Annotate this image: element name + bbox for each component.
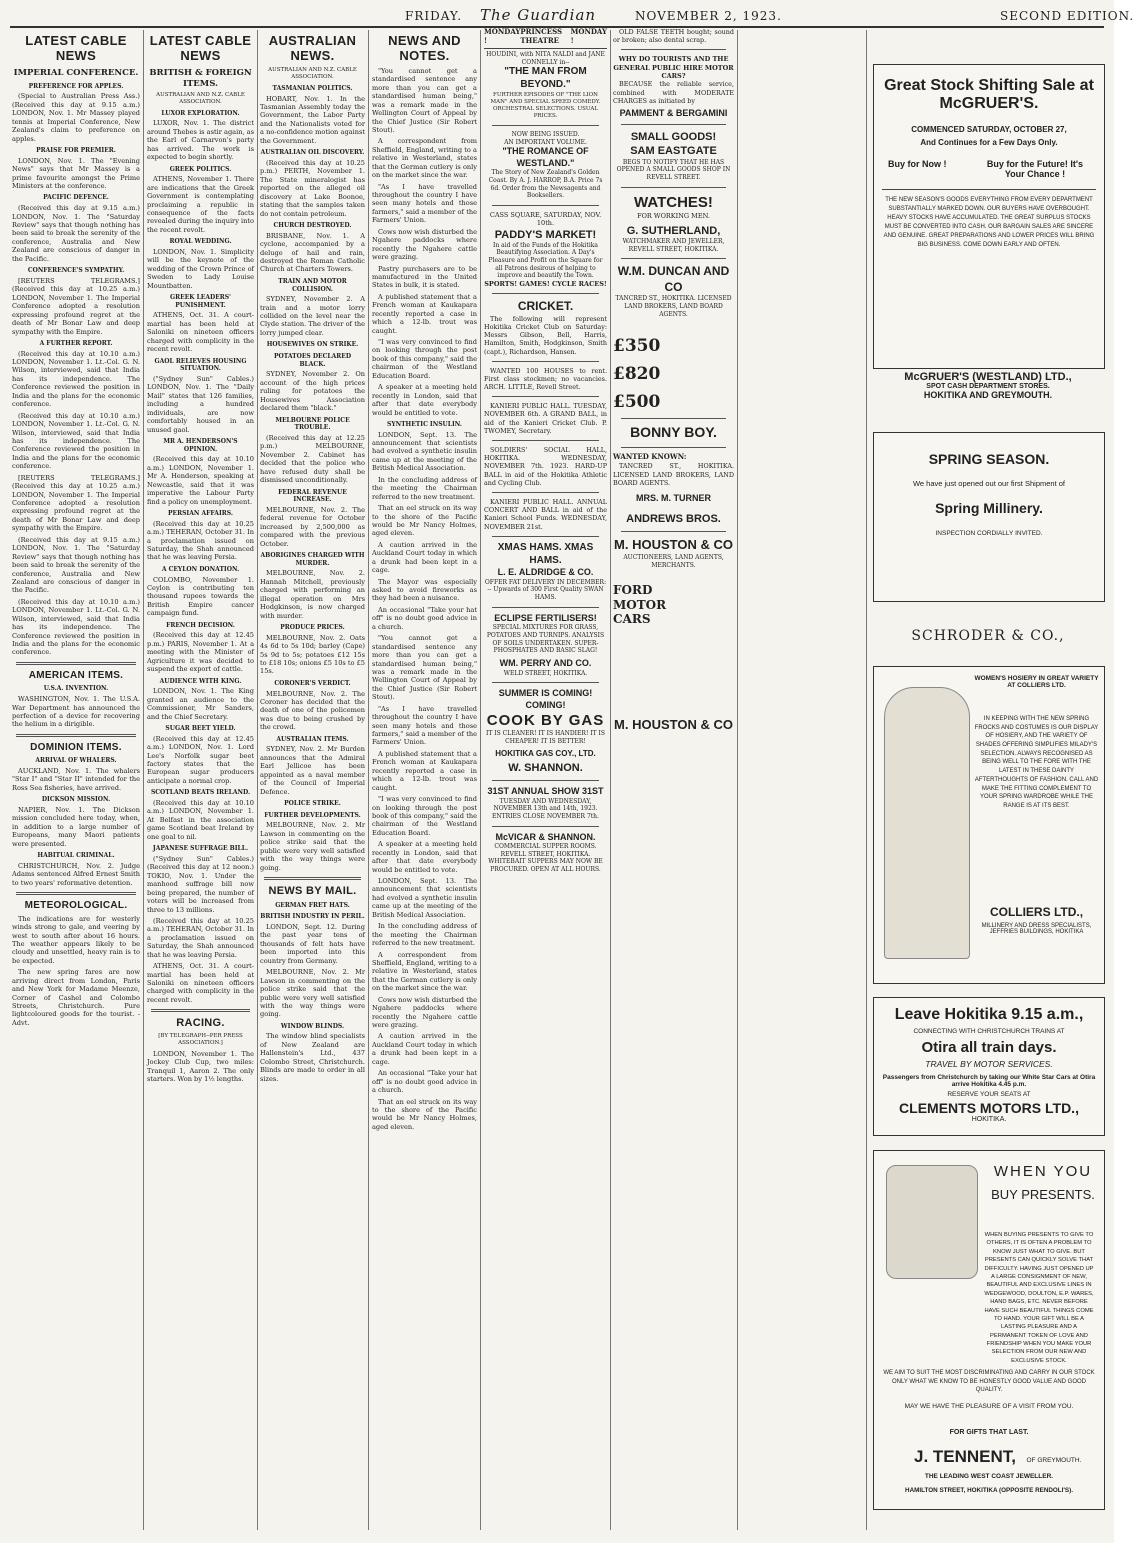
section-heading: AMERICAN ITEMS.: [28, 669, 124, 681]
article-text: LONDON, Nov. 1. Simplicity will be the keynote of the wedding of the Crown Prince of Sweden to Lady Louise Mountbatten.: [147, 247, 254, 290]
ad-presents-text: WHEN BUYING PRESENTS TO GIVE TO OTHERS, IT IS OFTEN A PROBLEM TO KNOW JUST WHAT TO GIVE. BUT PRESENTS CAN QUICKLY SOLVE THAT DIFFICULTY. HAVING JUST OPENED UP A LARGE CONSIGNMENT OF NEW, BEAUTIFUL AND EXCLUSIVE LINES IN WEDGEWOOD, DOULTON, E.P. WARES, HAND BAGS, ETC. NEVER BEFORE HAVE SUCH BEAUTIFUL THINGS COME TO HAND. YOUR GIFT WILL BE A LASTING PLEASURE AND A PERMANENT TOKEN OF LOVE AND FRIENDSHIP WHEN YOU MAKE YOUR SELECTION FROM OUR NEW AND EXCLUSIVE STOCK.: [984, 1232, 1094, 1364]
item-headline: BRITISH INDUSTRY IN PERIL.: [260, 913, 365, 921]
article-text: (Received this day at 12.45 p.m.) PARIS, November 1. At a meeting with the Minister of Agriculture it was decided to suspend the export of cattle.: [147, 631, 254, 674]
ad-eclipse-text: SPECIAL MIXTURES FOR GRASS, POTATOES AND TURNIPS. ANALYSIS OF SOILS UNDERTAKEN. SUPER-PHOSPHATES AND BASIC SLAG!: [486, 624, 605, 655]
ad-cricket: CRICKET.: [517, 299, 574, 314]
article-text: That an eel struck on its way to the shore of the Pacific would be Mr Nancy Holmes, aged eleven.: [372, 504, 477, 538]
article-text: The window blind specialists of New Zealand are Hallenstein's Ltd., 437 Colombo Street, Christchurch. Blinds are made to order in all sizes.: [260, 1032, 365, 1083]
ad-price: £500: [613, 391, 661, 412]
article-text: (Received this day at 10.10 a.m.) LONDON, November 1. Mr A. Henderson, speaking at Newcastle, said that it was imperative the Labour Party find a policy on unemployment.: [147, 455, 254, 506]
item-headline: SUGAR BEET YIELD.: [165, 725, 236, 733]
ad-hosiery-head: WOMEN'S HOSIERY IN GREAT VARIETY AT COLLIERS LTD.: [974, 675, 1099, 689]
article-text: LONDON, Sept. 13. The announcement that scientists had evolved a synthetic insulin came up at the meeting of the British Medical Association.: [372, 877, 477, 919]
ad-passengers: Passengers from Christchurch by taking our White Star Cars at Otira arrive Hokitika 4.45 p.m.: [882, 1074, 1096, 1088]
column-latest-cable-news-foreign: [147, 34, 254, 1504]
ad-day-right: MONDAY !: [570, 27, 607, 45]
item-headline: U.S.A. INVENTION.: [43, 685, 109, 693]
ad-show-extra: FURTHER EPISODES OF "THE LION MAN" AND SPECIAL SPEED COMEDY. ORCHESTRAL SELECTIONS. USUAL PRICES.: [490, 91, 601, 119]
item-headline: MR A. HENDERSON'S OPINION.: [163, 438, 238, 453]
ad-gas-company: HOKITIKA GAS COY., LTD.: [495, 748, 596, 758]
column-rule: [143, 30, 144, 1530]
article-text: SYDNEY, Nov. 2. Mr Burden announces that the Admiral Earl Jellicoe has been appointed as a naval member of the Council of Imperial Defence.: [260, 745, 365, 796]
article-text: LONDON, Nov. 1. The King granted an audience to the Commissioner, Mr Sanders, and the Chief Secretary.: [147, 687, 254, 721]
article-text: "As I have travelled throughout the country I have seen many hotels and those farmers," said a member of the Farmers' Union.: [372, 182, 477, 225]
ad-day-left: MONDAY !: [484, 27, 521, 45]
article-text: LUXOR, Nov. 1. The district around Thebes is astir again, as the Earl of Carnarvon's party has arrived. The work is expected to begin shortly.: [147, 119, 254, 162]
column-latest-cable-news-imperial: [12, 34, 140, 1504]
item-headline: ROYAL WEDDING.: [169, 238, 232, 246]
section-heading: METEOROLOGICAL.: [24, 900, 128, 912]
ad-annual-show: 31ST ANNUAL SHOW 31ST: [487, 786, 604, 797]
ad-sale-sub2: And Continues for a Few Days Only.: [920, 138, 1058, 147]
ad-duncan-sub: TANCRED ST., HOKITIKA. LICENSED LAND BROKERS, LAND BOARD AGENTS.: [615, 295, 732, 318]
article-text: NAPIER, Nov. 1. The Dickson mission concluded here today, when, in addition to a large number of Europeans, many Maori patients were presented.: [12, 806, 140, 848]
article-text: MELBOURNE, Nov. 2. Mr Lawson in commenting on the police strike said that the public were very well satisfied with the way things were going.: [260, 821, 365, 872]
ad-sale-text: THE NEW SEASON'S GOODS EVERYTHING FROM EVERY DEPARTMENT SUBSTANTIALLY MARKED DOWN. OUR BUYERS HAVE OVERBOUGHT. HEAVY STOCKS HAVE ACCUMULATED. THE GREAT SURPLUS STOCKS MUST BE CONVERTED INTO CASH. OUR BARGAIN SALES ARE SINCERE AND GENUINE. GREAT PREPARATIONS AND LOWER PRICES WILL BRING BIG BUSINESS. COME DOWN EARLY AND OFTEN.: [883, 197, 1095, 248]
ad-show-line: HOUDINI, with NITA NALDI and JANE CONNELLY in--: [486, 50, 605, 66]
section-heading: LATEST CABLE NEWS: [149, 33, 252, 63]
divider: [16, 734, 136, 737]
article-text: A published statement that a French woman at Kaukapara recently reported a case in which a 12-lb. trout was caught.: [372, 292, 477, 335]
ad-false-teeth: OLD FALSE TEETH bought; sound or broken; also dental scrap.: [613, 28, 734, 45]
ad-sale-sub: COMMENCED SATURDAY, OCTOBER 27,: [911, 125, 1067, 134]
ad-houston: M. HOUSTON & CO: [614, 537, 733, 553]
ad-eclipse: ECLIPSE FERTILISERS!: [494, 612, 597, 623]
divider: [492, 607, 599, 608]
article-text: LONDON, Nov. 1. The "Evening News" says that Mr Massey is a prime favourite amongst the Prime Ministers at the conference.: [12, 156, 140, 191]
masthead-day: FRIDAY.: [405, 9, 463, 23]
article-text: A correspondent from Sheffield, England, writing to a relative in Westerland, states that the German cutlery is only on the market since the war.: [372, 137, 477, 180]
article-text: MELBOURNE, Nov. 2. The federal revenue for October increased by 2,500,000 as compared with the previous October.: [260, 505, 365, 548]
item-headline: SCOTLAND BEATS IRELAND.: [150, 789, 251, 797]
woman-illustration: [884, 687, 970, 959]
ad-notice: SOLDIERS' SOCIAL HALL, HOKITIKA. WEDNESDAY, NOVEMBER 7th. 1923. HARD-UP BALL in aid of the Hokitika Athletic and Cycling Club.: [484, 446, 607, 487]
divider: [264, 877, 361, 880]
ad-tourists-text: BECAUSE the reliable service, combined with MODERATE CHARGES as initiated by: [613, 80, 734, 105]
column-news-and-notes: [372, 34, 477, 1504]
ad-tennent-name: J. TENNENT,: [914, 1447, 1017, 1466]
divider: [492, 536, 599, 537]
ad-shannon: W. SHANNON.: [508, 762, 583, 775]
article-text: (Received this day at 10.25 a.m.) TEHERAN, October 31. In a proclamation issued on Saturday, the Shah announced that he was leaving Persia.: [147, 916, 254, 959]
article-text: The Mayor was especially asked to avoid fireworks as they had been a nuisance.: [372, 577, 477, 603]
article-text: ATHENS, Oct. 31. A court-martial has been held at Saloniki on nineteen officers charged with complicity in the recent revolt.: [147, 311, 254, 354]
ad-sale-buy-future: Buy for the Future! It's Your Chance !: [986, 159, 1084, 179]
ad-cook-by-gas: COOK BY GAS: [486, 712, 605, 730]
article-text: A correspondent from Sheffield, England, writing to a relative in Westerland, states that the German cutlery is only on the market since the war.: [372, 950, 477, 993]
ad-buy-presents: BUY PRESENTS.: [991, 1187, 1095, 1202]
item-headline: GERMAN FRET HATS.: [275, 901, 350, 909]
ad-watches: WATCHES!: [634, 193, 713, 211]
ad-andrews-bros: ANDREWS BROS.: [626, 513, 721, 526]
item-headline: FEDERAL REVENUE INCREASE.: [278, 488, 347, 504]
article-text: An occasional "Take your hat off" is no doubt good advice in a church.: [372, 1069, 477, 1095]
section-heading: RACING.: [176, 1017, 225, 1030]
article-text: SYDNEY, November 2. On account of the high prices ruling for potatoes the Housewives Association declared them "black.": [260, 370, 365, 413]
column-advertisements-b: [613, 28, 734, 1498]
ad-sports: SPORTS! GAMES! CYCLE RACES!: [484, 280, 607, 289]
ad-sam-eastgate: SAM EASTGATE: [630, 145, 717, 158]
article-text: "I was very convinced to find on looking through the post book of this company," said the chairman of the Westland Education Board.: [372, 795, 477, 837]
section-heading: AUSTRALIAN NEWS.: [268, 33, 357, 63]
ad-clements-motors: [873, 997, 1105, 1136]
article-text: LONDON, November 1. The Jockey Club Cup, two miles: Tranquil 1, Aaron 2. The only starters. Won by 1½ lengths.: [147, 1050, 254, 1084]
masthead-date: NOVEMBER 2, 1923.: [635, 9, 782, 23]
divider: [492, 125, 599, 126]
divider: [492, 361, 599, 362]
agency-line: AUSTRALIAN AND N.Z. CABLE ASSOCIATION.: [268, 66, 357, 80]
article-text: (Received this day at 12.45 a.m.) LONDON, Nov. 1. Lord Lee's Norfolk sugar beet factory states that the European sugar producers anticipate a normal crop.: [147, 734, 254, 785]
ad-schroder: SCHRODER & CO.,: [911, 628, 1065, 644]
ad-spring-title: SPRING SEASON.: [928, 451, 1050, 467]
ad-summer: SUMMER IS COMING! COMING!: [498, 688, 593, 710]
ad-paddys-market: PADDY'S MARKET!: [494, 228, 597, 241]
ad-bonny-boy: BONNY BOY.: [630, 424, 717, 441]
ad-gifts: FOR GIFTS THAT LAST.: [949, 1429, 1029, 1436]
article-text: (Received this day at 9.15 a.m.) LONDON, Nov. 1. The "Saturday Review" says that though nothing has been said to break the serenity of the conference, Australia and New Zealand are conscious of danger in the Pacific.: [12, 204, 140, 263]
item-headline: PRODUCE PRICES.: [280, 624, 345, 632]
item-headline: POLICE STRIKE.: [284, 800, 341, 808]
ad-may: MAY WE HAVE THE PLEASURE OF A VISIT FROM YOU.: [904, 1403, 1074, 1410]
article-text: (Received this day at 10.25 a.m.) TEHERAN, October 31. In a proclamation issued on Saturday, the Shah announced that he was leaving Persia.: [147, 519, 254, 562]
ad-perry-sub: WELD STREET, HOKITIKA.: [503, 669, 588, 677]
section-heading: DOMINION ITEMS.: [30, 741, 122, 753]
article-text: A caution arrived in the Auckland Court today in which a drunk had been kept in a cage.: [372, 1032, 477, 1066]
ad-motor-word: MOTOR: [613, 597, 667, 612]
ad-hosiery-text: IN KEEPING WITH THE NEW SPRING FROCKS AND COSTUMES IS OUR DISPLAY OF HOSIERY, AND THE VARIETY OF SHADES OFFERING SIMPLIFIES MILADY'S SELECTION. ALWAYS RECOGNISED AS BEING WELL TO THE FORE WITH THE LATEST IN THESE DAINTY AFTERTHOUGHTS OF FASHION. CALL AND MAKE THE FITTING COMPLEMENT TO YOUR SPRING WARDROBE WHILE THE RANGE IS AT ITS BEST.: [974, 716, 1099, 809]
article-text: Cows now wish disturbed the Ngahere paddocks where recently the Ngahere cattle were grazing.: [372, 227, 477, 262]
item-headline: POTATOES DECLARED BLACK.: [273, 353, 352, 368]
ad-spring-sub: We have just opened out our first Shipment of: [912, 479, 1066, 488]
section-heading: NEWS BY MAIL.: [268, 885, 357, 898]
ad-spring-millinery: Spring Millinery.: [935, 500, 1043, 516]
ad-tennent-address: HAMILTON STREET, HOKITIKA (OPPOSITE RENDOLI'S).: [905, 1487, 1073, 1494]
article-text: In the concluding address of the meeting the Chairman referred to the new treatment.: [372, 922, 477, 948]
article-text: AUCKLAND, Nov. 1. The whalers "Star I" and "Star II" intended for the Ross Sea fisheries, have arrived.: [12, 767, 140, 792]
section-heading: LATEST CABLE NEWS: [25, 33, 127, 63]
ad-watches-sub: FOR WORKING MEN.: [637, 211, 710, 220]
item-headline: ABORIGINES CHARGED WITH MURDER.: [260, 552, 365, 567]
ad-cars-word: CARS: [613, 612, 651, 627]
divider: [621, 447, 726, 448]
column-rule: [480, 30, 481, 1530]
ad-aldridge: L. E. ALDRIDGE & CO.: [497, 567, 594, 578]
item-headline: TASMANIAN POLITICS.: [272, 84, 353, 92]
ad-duncan: W.M. DUNCAN AND CO: [617, 264, 730, 294]
ad-spring-season: [873, 432, 1105, 602]
item-headline: PREFERENCE FOR APPLES.: [28, 82, 124, 90]
article-text: HOBART, Nov. 1. In the Tasmanian Assembly today the Government, the Labor Party and the Nationalists voted for a no-confidence motion against the Government.: [260, 94, 365, 145]
divider: [492, 205, 599, 206]
ad-notice: KANIERI PUBLIC HALL. TUESDAY, NOVEMBER 6th. A GRAND BALL, in aid of the Kanieri Cricket Club. P. TWOMEY, Secretary.: [484, 402, 607, 435]
column-rule: [737, 30, 738, 1530]
ad-mcgruer-footer: [873, 371, 1103, 400]
article-text: An occasional "Take your hat off" is no doubt good advice in a church.: [372, 605, 477, 631]
article-text: BRISBANE, Nov. 1. A cyclone, accompanied by a deluge of hail and rain, destroyed the Roman Catholic Church at Charters Towers.: [260, 231, 365, 274]
ad-houston-sub: AUCTIONEERS, LAND AGENTS, MERCHANTS.: [623, 554, 724, 569]
ad-spring-inspection: INSPECTION CORDIALLY INVITED.: [935, 530, 1043, 537]
divider: [621, 124, 726, 125]
article-text: MELBOURNE, Nov. 2. Mr Lawson in commenting on the police strike said that the public were very well satisfied with the way things were going.: [260, 968, 365, 1019]
ad-travel: TRAVEL BY MOTOR SERVICES.: [925, 1059, 1053, 1069]
article-text: [REUTERS TELEGRAMS.] (Received this day at 10.25 a.m.) LONDON, November 1. The Imperial Conference adopted a resolution expressing profound regret at the death of Mr Bonar Law and deep sympathy with the Empire.: [12, 276, 140, 336]
ad-book-title: "THE ROMANCE OF WESTLAND.": [502, 146, 589, 168]
item-headline: HABITUAL CRIMINAL.: [37, 852, 115, 860]
item-headline: PERSIAN AFFAIRS.: [168, 510, 233, 518]
divider: [621, 49, 726, 50]
item-headline: AUSTRALIAN OIL DISCOVERY.: [260, 149, 365, 157]
agency-line: [BY TELEGRAPH--PER PRESS ASSOCIATION.]: [158, 1032, 243, 1046]
ad-when-you: WHEN YOU: [993, 1163, 1093, 1180]
item-headline: AUDIENCE WITH KING.: [159, 677, 242, 685]
masthead: [10, 4, 1134, 28]
ad-xmas-text: OFFER FAT DELIVERY IN DECEMBER: -- Upwards of 300 First Quality SWAN HAMS.: [484, 578, 607, 602]
ad-houston-bottom: M. HOUSTON & CO: [614, 716, 733, 732]
divider: [151, 1009, 250, 1012]
ad-book-text: The Story of New Zealand's Golden Coast. By A. J. HARROP, B.A. Price 7s 6d. Order from the Newsagents and Booksellers.: [488, 169, 603, 200]
article-text: (Received this day at 12.25 p.m.) MELBOURNE, November 2. Cabinet has decided that the police who have refused duty shall be dismissed unconditionally.: [260, 433, 365, 485]
ad-sutherland: G. SUTHERLAND,: [626, 225, 721, 238]
masthead-edition: SECOND EDITION.: [1000, 9, 1134, 23]
agency-line: AUSTRALIAN AND N.Z. CABLE ASSOCIATION.: [156, 91, 245, 105]
column-rule: [368, 30, 369, 1530]
section-subheading: BRITISH & FOREIGN ITEMS.: [149, 67, 252, 89]
divider: [621, 187, 726, 188]
item-headline: CONFERENCE'S SYMPATHY.: [27, 267, 125, 275]
article-text: ("Sydney Sun" Cables.) (Received this day at 12 noon.) TOKIO, Nov. 1. Under the manhood suffrage bill now being prepared, the number of voters will be increased from three to 13 millions.: [147, 854, 254, 914]
article-text: (Received this day at 10.25 p.m.) PERTH, November 1. The State mineralogist has reported on the alleged oil discovery at Lake Boonoe, stating that the samples taken do not contain petroleum.: [260, 158, 365, 218]
ad-clements-sub: HOKITIKA.: [971, 1116, 1007, 1123]
article-text: (Received this day at 9.15 a.m.) LONDON, Nov. 1. The "Saturday Review" says that though nothing has been said to break the serenity of the conference, Australia and New Zealand are conscious of danger in the Pacific.: [12, 535, 140, 595]
ad-mcvicar-text: COMMERCIAL SUPPER ROOMS. REVELL STREET, HOKITIKA. WHITEBAIT SUPPERS MAY NOW BE PROCURED. OPEN AT ALL HOURS.: [488, 843, 603, 874]
item-headline: FURTHER DEVELOPMENTS.: [264, 811, 361, 819]
item-headline: GREEK POLITICS.: [169, 165, 232, 173]
item-headline: AUSTRALIAN ITEMS.: [276, 735, 349, 743]
ad-text: TANCRED ST., HOKITIKA. LICENSED LAND BROKERS, LAND BOARD AGENTS.: [613, 462, 734, 487]
ad-clements-name: CLEMENTS MOTORS LTD.,: [899, 1100, 1079, 1116]
item-headline: ARRIVAL OF WHALERS.: [35, 757, 117, 765]
article-text: (Received this day at 10.10 a.m.) LONDON, November 1. Lt.-Col. G. N. Wilson, interviewed, said that India has its independence. The Conference reviewed the position in India and the plans for the economic conference.: [12, 349, 140, 409]
article-text: ATHENS, Oct. 31. A court-martial has been held at Saloniki on nineteen officers charged with complicity in the recent revolt.: [147, 962, 254, 1004]
article-text: (Received this day at 10.10 a.m.) LONDON, November 1. Lt.-Col. G. N. Wilson, interviewed, said that India has its independence. The Conference reviewed the position in India and the plans for the economic conference.: [12, 411, 140, 471]
ad-mcvicar: McVICAR & SHANNON.: [495, 831, 596, 842]
column-rule: [866, 30, 867, 1530]
divider: [492, 396, 599, 397]
article-text: COLOMBO, November 1. Ceylon is contributing ten thousand rupees towards the British Empire cancer campaign fund.: [147, 575, 254, 618]
divider: [621, 418, 726, 419]
ad-sutherland-sub: WATCHMAKER AND JEWELLER, REVELL STREET, HOKITIKA.: [622, 238, 725, 253]
article-text: WASHINGTON, Nov. 1. The U.S.A. War Department has announced the perfection of a device for recovering the helium in a dirigible.: [12, 695, 140, 729]
article-text: A speaker at a meeting held recently in London, said that after that date everybody would be entitled to vote.: [372, 383, 477, 417]
ad-mcgruer-sub: SPOT CASH DEPARTMENT STORES.: [926, 383, 1050, 390]
ad-perry: WM. PERRY AND CO.: [499, 658, 592, 669]
ad-colliers-name: COLLIERS LTD.,: [989, 905, 1084, 919]
masthead-paper-name: The Guardian: [480, 6, 597, 24]
item-headline: DICKSON MISSION.: [41, 796, 111, 804]
article-text: MELBOURNE, Nov. 2. Hannah Mitchell, previously charged with performing an illegal operation on Mrs Hodgkinson, is now charged with murder.: [260, 569, 365, 620]
article-text: (Received this day at 10.10 a.m.) LONDON, November 1. At Belfast in the association game Scotland beat Ireland by one goal to nil.: [147, 799, 254, 841]
ad-ford-word: FORD: [613, 583, 653, 598]
article-text: A published statement that a French woman at Kaukapara recently reported a case in which a 12-lb. trout was caught.: [372, 749, 477, 792]
article-text: (Special to Australian Press Ass.) (Received this day at 9.15 a.m.) LONDON, Nov. 1. Mr Massey played tennis at Imperial Conference, New Zealand's claim to preference on apples.: [12, 92, 140, 143]
ad-sale-buy-now: Buy for Now !: [888, 159, 947, 169]
article-text: LONDON, Sept. 13. The announcement that scientists had evolved a synthetic insulin came up at the meeting of the British Medical Association.: [372, 430, 477, 473]
item-headline: PACIFIC DEFENCE.: [43, 194, 109, 202]
ad-mcgruer-sub2: HOKITIKA AND GREYMOUTH.: [923, 390, 1053, 400]
item-headline: FRENCH DECISION.: [166, 621, 235, 629]
divider: [492, 682, 599, 683]
item-headline: A CEYLON DONATION.: [161, 565, 240, 573]
section-subheading: IMPERIAL CONFERENCE.: [13, 67, 139, 78]
item-headline: JAPANESE SUFFRAGE BILL.: [152, 845, 249, 853]
ad-notice: WANTED 100 HOUSES to rent. First class stockmen; no vacancies. ARCH. LITTLE, Revell Street.: [484, 366, 607, 392]
ad-mcgruer-name: McGRUER'S (WESTLAND) LTD.,: [904, 371, 1072, 383]
section-heading: NEWS AND NOTES.: [388, 33, 461, 63]
divider: [492, 293, 599, 294]
ad-colliers-hosiery: [873, 666, 1105, 984]
divider: [492, 780, 599, 781]
ad-book-sub: AN IMPORTANT VOLUME.: [504, 138, 587, 146]
ad-price: £820: [613, 363, 661, 384]
ad-aim: WE AIM TO SUIT THE MOST DISCRIMINATING AND CARRY IN OUR STOCK ONLY WHAT WE KNOW TO BE HONESTLY GOOD VALUE AND GOOD QUALITY.: [883, 1370, 1095, 1394]
article-text: LONDON, Sept. 12. During the past year tens of thousands of felt hats have been imported into this country from Germany.: [260, 923, 365, 965]
item-headline: TRAIN AND MOTOR COLLISION.: [278, 277, 347, 293]
ad-otira: Otira all train days.: [921, 1039, 1057, 1056]
ad-small-goods: SMALL GOODS!: [630, 131, 717, 144]
article-text: CHRISTCHURCH, Nov. 2. Judge Adams sentenced Alfred Ernest Smith to two years' reformative detention.: [12, 861, 140, 887]
divider: [492, 826, 599, 827]
item-headline: GAOL RELIEVES HOUSING SITUATION.: [154, 357, 247, 373]
item-headline: PRAISE FOR PREMIER.: [36, 147, 116, 155]
article-text: A speaker at a meeting held recently in London, said that after that date everybody would be entitled to vote.: [372, 840, 477, 874]
item-headline: A FURTHER REPORT.: [39, 339, 113, 347]
ad-reserve: RESERVE YOUR SEATS AT: [947, 1091, 1031, 1098]
item-headline: LUXOR EXPLORATION.: [161, 109, 240, 117]
ad-price: £350: [613, 336, 661, 357]
article-text: Pastry purchasers are to be manufactured in the United States in bulk, it is stated.: [372, 264, 477, 290]
article-text: "You cannot get a standardised sentence any more than you can get a standardised human being," was a remark made in the Wellington Court of Appeal by the Chief Justice (Sir Robert Stout).: [372, 66, 477, 134]
article-text: Cows now wish disturbed the Ngahere paddocks where recently the Ngahere cattle were grazing.: [372, 995, 477, 1030]
article-text: "You cannot get a standardised sentence any more than you can get a standardised human being," was a remark made in the Wellington Court of Appeal by the Chief Justice (Sir Robert Stout).: [372, 634, 477, 702]
ad-tourists: WHY DO TOURISTS AND THE GENERAL PUBLIC HIRE MOTOR CARS?: [613, 55, 734, 80]
article-text: SYDNEY, November 2. A train and a motor lorry collided on the level near the Clyde station. The driver of the lorry jumped clear.: [260, 295, 365, 337]
article-text: The indications are for westerly winds strong to gale, and veering by west to south after about 16 hours. The weather appears likely to be cloudy and unsettled, heavy rain is to be expected.: [12, 914, 140, 965]
article-text: MELBOURNE, Nov. 2. Oats 4s 6d to 5s 10d; barley (Cape) 5s 9d to 5s; potatoes £12 15s to £18 10s; onions £5 10s to £5 15s.: [260, 633, 365, 676]
article-text: A caution arrived in the Auckland Court today in which a drunk had been kept in a cage.: [372, 540, 477, 575]
column-australian-news: [260, 34, 365, 1504]
ad-sam-text: BEGS TO NOTIFY THAT HE HAS OPENED A SMALL GOODS SHOP IN REVELL STREET.: [616, 158, 731, 181]
article-text: In the concluding address of the meeting the Chairman referred to the new treatment.: [372, 475, 477, 501]
ad-cricket-text: The following will represent Hokitika Cricket Club on Saturday: Messrs Gibson, Bell, Harris, Hamilton, Smith, Hodgkinson, Smith (capt.), Richardson, Hansen.: [484, 314, 607, 356]
ad-book-head: NOW BEING ISSUED.: [511, 130, 580, 138]
divider: [16, 662, 136, 665]
ad-annual-text: TUESDAY AND WEDNESDAY, NOVEMBER 13th and 14th, 1923. ENTRIES CLOSE NOVEMBER 7th.: [492, 797, 599, 820]
item-headline: GREEK LEADERS' PUNISHMENT.: [170, 294, 231, 309]
article-text: (Received this day at 10.10 a.m.) LONDON, November 1. Lt.-Col. G. N. Wilson, interviewed, said that India has its independence. The Conference reviewed the position in India and the plans for the economic conference.: [12, 597, 140, 657]
article-text: ATHENS, November 1. There are indications that the Greek Government is contemplating proclaiming a republic in consequence of the facts revealed during the inquiry into the recent revolt.: [147, 175, 255, 234]
ad-wanted-known: WANTED KNOWN:: [613, 452, 687, 462]
ad-cass-square: CASS SQUARE, SATURDAY, NOV. 10th.: [489, 211, 602, 228]
item-headline: MELBOURNE POLICE TROUBLE.: [275, 416, 350, 432]
divider: [492, 492, 599, 493]
article-text: That an eel struck on its way to the shore of the Pacific would be Mr Nancy Holmes, aged eleven.: [372, 1097, 477, 1131]
ad-tennent-presents: [873, 1150, 1105, 1510]
ad-leave-hokitika: Leave Hokitika 9.15 a.m.,: [894, 1006, 1084, 1023]
ad-connecting: CONNECTING WITH CHRISTCHURCH TRAINS AT: [913, 1028, 1065, 1035]
item-headline: SYNTHETIC INSULIN.: [386, 420, 462, 428]
column-advertisements-a: [484, 28, 607, 1498]
divider: [621, 258, 726, 259]
ad-turner: MRS. M. TURNER: [636, 492, 711, 503]
ad-tennent-sub: THE LEADING WEST COAST JEWELLER.: [924, 1473, 1054, 1480]
divider: [492, 440, 599, 441]
item-headline: CHURCH DESTROYED.: [273, 221, 352, 229]
item-headline: HOUSEWIVES ON STRIKE.: [266, 341, 359, 349]
ad-colliers-sub: MILLINERY AND DRESS SPECIALISTS, JEFFRIES BUILDINGS, HOKITIKA: [981, 923, 1092, 935]
article-text: ("Sydney Sun" Cables.) LONDON, Nov. 1. The "Daily Mail" states that 126 families, including a hundred individuals, are now comfortably housed in an unused gaol.: [147, 375, 254, 434]
article-text: "I was very convinced to find on looking through the post book of this company," said the chairman of the Westland Education Board.: [372, 338, 477, 380]
ad-mcgruer-sale: [873, 64, 1105, 369]
article-text: [REUTERS TELEGRAMS.] (Received this day at 10.25 a.m.) LONDON, November 1. The Imperial Conference adopted a resolution expressing profound regret at the death of Mr Bonar Law and deep sympathy with the Empire.: [12, 473, 140, 533]
column-rule: [257, 30, 258, 1530]
ad-pamment: PAMMENT & BERGAMINI: [619, 107, 728, 118]
article-text: The new spring fares are now arriving direct from London, Paris and New York for Madame Meenze, Corner of Cashel and Colombo Streets, Christchurch. Pure lightcoloured goods for the tourist. -Advt.: [12, 968, 140, 1027]
ad-sale-title: Great Stock Shifting Sale at McGRUER'S.: [884, 77, 1094, 112]
ad-show-title: "THE MAN FROM BEYOND.": [504, 66, 587, 91]
ad-notice: KANIERI PUBLIC HALL. ANNUAL CONCERT AND BALL in aid of the Kanieri School Funds. WEDNESDAY, NOVEMBER 21st.: [484, 497, 607, 531]
divider: [16, 892, 136, 895]
ad-xmas-hams: XMAS HAMS. XMAS HAMS.: [497, 541, 594, 566]
ad-theatre-name: PRINCESS THEATRE: [520, 27, 563, 45]
divider: [621, 531, 726, 532]
item-headline: CORONER'S VERDICT.: [274, 679, 351, 687]
column-rule: [610, 30, 611, 1530]
ad-tennent-place: OF GREYMOUTH.: [1026, 1457, 1082, 1464]
ad-paddys-text: In aid of the Funds of the Hokitika Beautifying Association. A Day's Pleasure and Profit on the Square for all Patrons desirous of helping to improve and beautify the Town.: [488, 241, 603, 280]
article-text: "As I have travelled throughout the country I have seen many hotels and those farmers," said a member of the Farmers' Union.: [372, 704, 477, 747]
item-headline: WINDOW BLINDS.: [280, 1022, 345, 1030]
ad-cook-text: IT IS CLEANER! IT IS HANDIER! IT IS CHEAPER! IT IS BETTER!: [485, 730, 606, 746]
article-text: MELBOURNE, Nov. 2. The Coroner has decided that the death of one of the policemen was due to being crushed by the crowd.: [260, 689, 365, 732]
